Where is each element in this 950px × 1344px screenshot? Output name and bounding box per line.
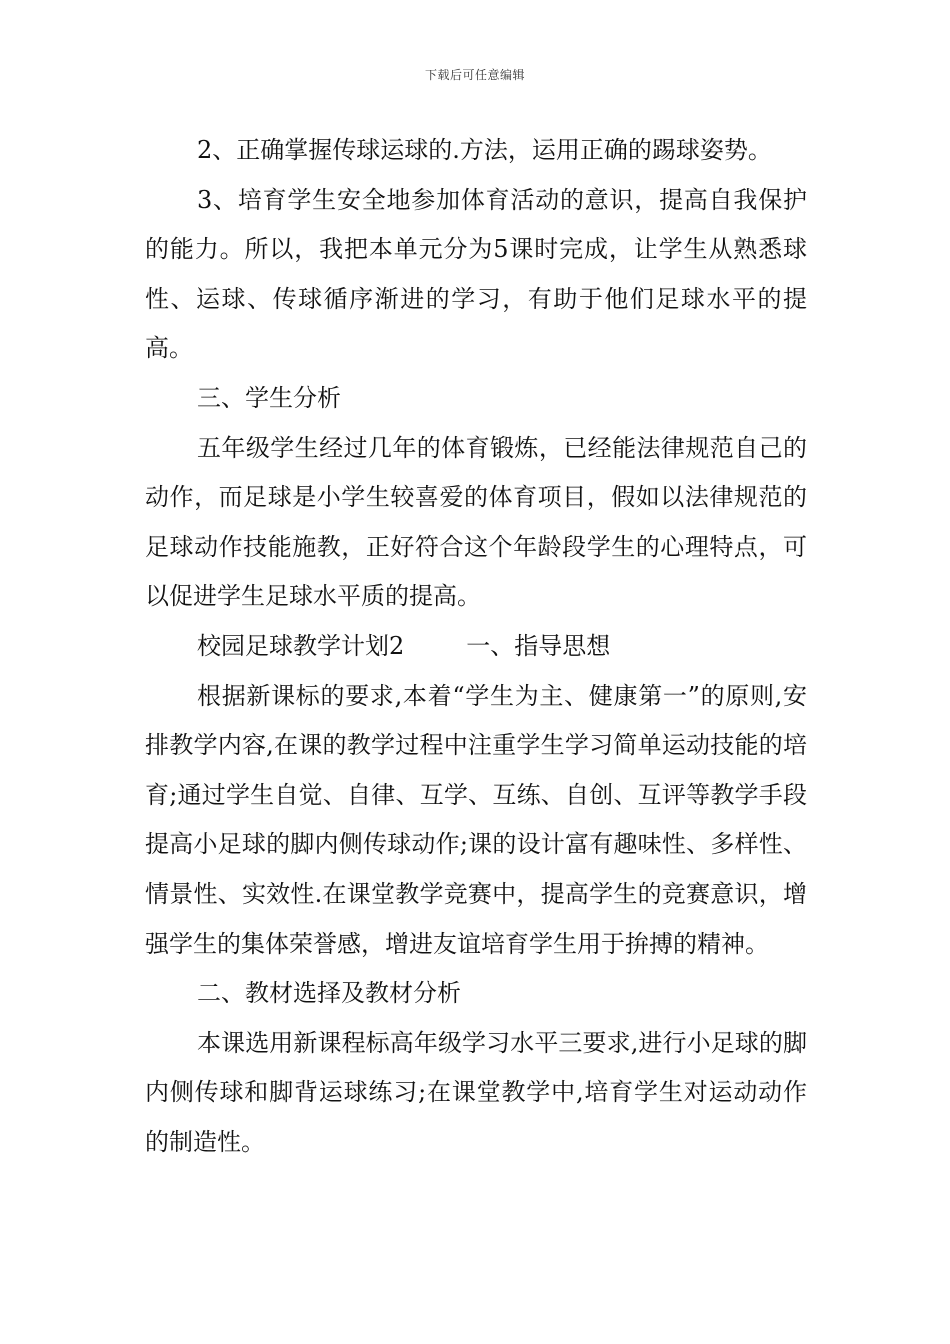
document-body: [145, 126, 807, 1167]
paragraph-student-analysis: 五年级学生经过几年的体育锻炼，已经能法律规范自己的动作，而足球是小学生较喜爱的体育项目，假如以法律规范的足球动作技能施教，正好符合这个年龄段学生的心理特点，可以促进学生足球水平质的提高。: [145, 433, 807, 611]
section-title-plan-2: [145, 622, 807, 672]
paragraph-guiding-ideology: 根据新课标的要求,本着“学生为主、健康第一”的原则,安排教学内容,在课的教学过程中注重学生学习简单运动技能的培育;通过学生自觉、自律、互学、互练、自创、互评等教学手段提高小足球的脚内侧传球动作;课的设计富有趣味性、多样性、情景性、实效性.在课堂教学竞赛中，提高学生的竞赛意识，增强学生的集体荣誉感，增进友谊培育学生用于拚搏的精神。: [145, 681, 807, 958]
section-heading-student-analysis: 三、学生分析: [197, 383, 341, 412]
section-heading-guiding-ideology: 一、指导思想: [466, 631, 611, 660]
paragraph-objective-2: 2、正确掌握传球运球的.方法，运用正确的踢球姿势。: [197, 136, 772, 164]
plan-title: 校园足球教学计划2: [197, 631, 405, 660]
paragraph-objective-3: 3、培育学生安全地参加体育活动的意识，提高自我保护的能力。所以，我把本单元分为5课时完成，让学生从熟悉球性、运球、传球循序渐进的学习，有助于他们足球水平的提高。: [145, 185, 807, 363]
section-heading-material-analysis: 二、教材选择及教材分析: [197, 979, 461, 1008]
paragraph-material-analysis: 本课选用新课程标高年级学习水平三要求,进行小足球的脚内侧传球和脚背运球练习;在课堂教学中,培育学生对运动动作的制造性。: [145, 1028, 807, 1156]
page-header-note: 下载后可任意编辑: [424, 68, 525, 82]
